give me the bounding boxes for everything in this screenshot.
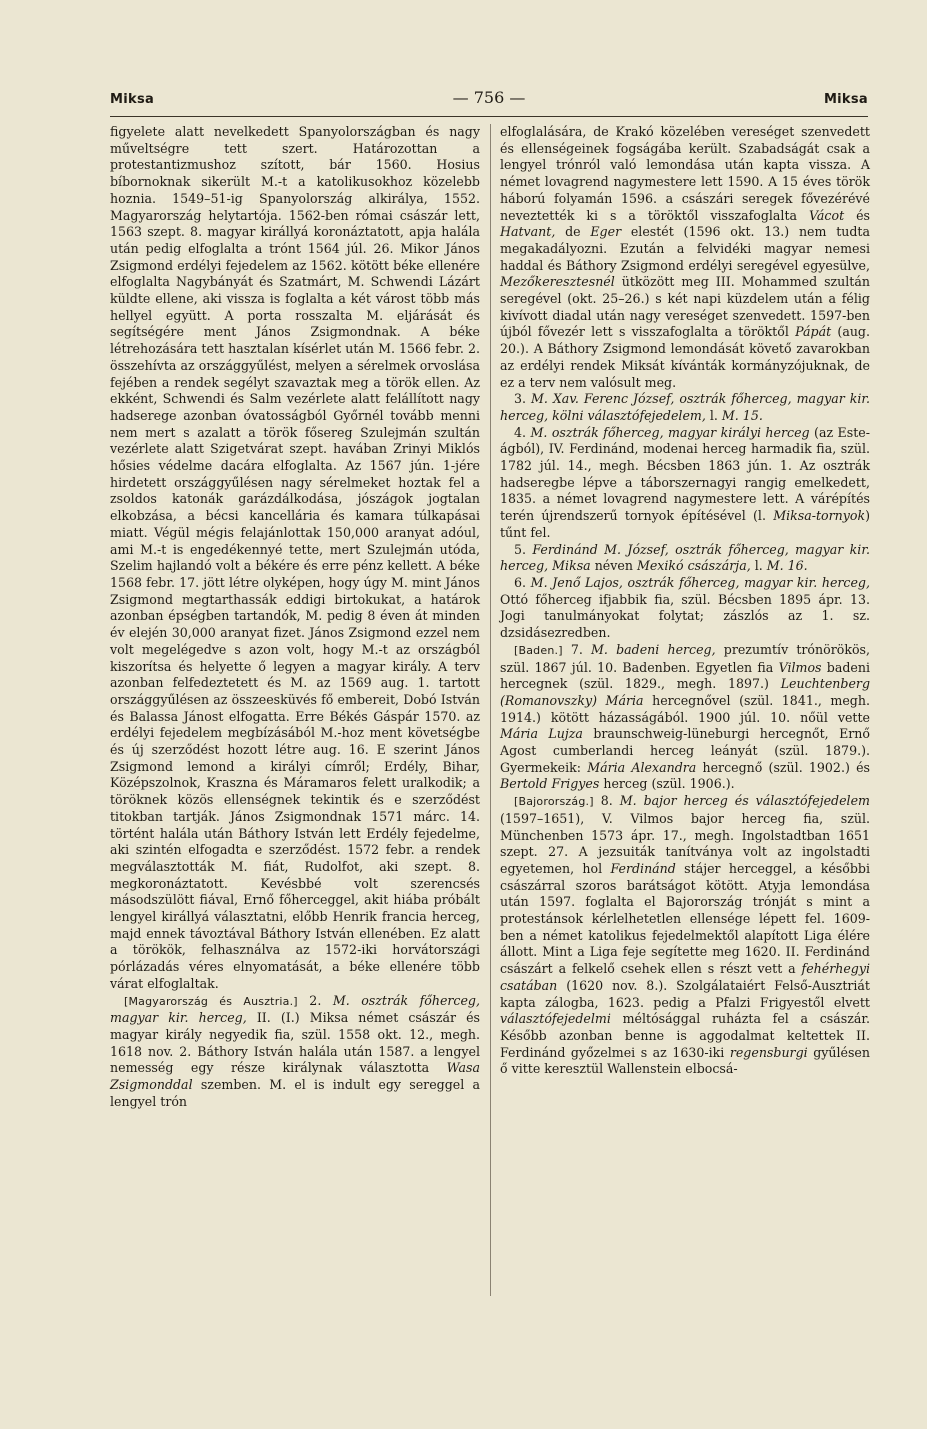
entry-title: M. osztrák főherceg, magyar királyi herceg (530, 424, 810, 440)
column-divider (490, 124, 491, 1296)
entry-5: 5. Ferdinánd M. József, osztrák főherceg, magyar kir. herceg, Miksa néven Mexikó császárja, l. M. 16. (500, 541, 870, 574)
entry-title: M. bajor herceg és választófejedelem (619, 793, 870, 809)
entry-2-continuation: elfoglalására, de Krakó közelében vereséget szenvedett és ellenségeinek fogságába került. Szabadságát csak a lengyel trónról való lemondása után kapta vissza. A német lovagrend nagymestere lett 1590. A 15 éves török háború folyamán 1596. a császári seregek fővezérévé neveztették ki s a töröktől visszafoglalta Vácot és Hatvant, de Eger elestét (1596 okt. 13.) nem tudta megakadályozni. Ezután a felvidéki magyar nemesi haddal és Báthory Zsigmond erdélyi seregével egyesülve, Mezőkeresztesnél ütközött meg III. Mohammed szultán seregével (okt. 25–26.) s két napi küzdelem után a félig kivívott diadal után nagy vereséget szenvedett. 1597-ben újból fővezér lett s visszafoglalta a töröktől Pápát (aug. 20.). A Báthory Zsigmond lemondását követő zavarokban az erdélyi rendek Miksát kívánták kormányzójuknak, de ez a terv nem valósult meg. (500, 124, 870, 390)
entry-title: M. Jenő Lajos, osztrák főherceg, magyar kir. herceg, (530, 574, 870, 590)
entry-6: 6. M. Jenő Lajos, osztrák főherceg, magyar kir. herceg, Ottó főherceg ifjabbik fia, szül. Bécsben 1895 ápr. 13. Jogi tanulmányokat folytat; zászlós az 1. sz. dzsidásezredben. (500, 574, 870, 641)
entry-title: M. badeni herceg, (591, 641, 716, 657)
running-header (110, 88, 868, 114)
entry-3: 3. M. Xav. Ferenc József, osztrák főherceg, magyar kir. herceg, kölni választófejedelem, l. M. 15. (500, 391, 870, 423)
header-left-keyword: Miksa (110, 92, 155, 107)
section-label: [Magyarország és Ausztria.] (124, 994, 298, 1008)
header-right-keyword: Miksa (823, 92, 868, 107)
section-label: [Bajorország.] (514, 795, 594, 809)
entry-7: [Baden.] 7. M. badeni herceg, prezumtív trónörökös, szül. 1867 júl. 10. Badenben. Egyetlen fia Vilmos badeni hercegnek (szül. 1829., megh. 1897.) Leuchtenberg (Romanovszky) Mária hercegnővel (szül. 1841., megh. 1914.) kötött házasságából. 1900 júl. 10. nőül vette Mária Lujza braunschweig-lüneburgi hercegnőt, Ernő Agost cumberlandi herceg leányát (szül. 1879.). Gyermekeik: Mária Alexandra hercegnő (szül. 1902.) és Bertold Frigyes herceg (szül. 1906.). (500, 641, 870, 792)
page-number: — 756 — (452, 88, 526, 107)
entry-2: [Magyarország és Ausztria.] 2. M. osztrák főherceg, magyar kir. herceg, II. (I.) Miksa német császár és magyar király negyedik fia, szül. 1558 okt. 12., megh. 1618 nov. 2. Báthory István halála után 1587. a lengyel nemesség egy része királynak választotta Wasa Zsigmonddal szemben. M. el is indult egy sereggel a lengyel trón (110, 992, 481, 1109)
section-label: [Baden.] (514, 643, 563, 657)
entry-title: Ferdinánd M. József, osztrák főherceg, magyar kir. herceg, (500, 541, 870, 574)
header-rule (110, 116, 868, 117)
right-column (500, 124, 870, 1078)
entry-8: [Bajorország.] 8. M. bajor herceg és választófejedelem (1597–1651), V. Vilmos bajor herceg fia, szül. Münchenben 1573 ápr. 17., megh. Ingolstadtban 1651 szept. 27. A jezsuiták tanítványa volt az ingolstadti egyetemen, hol Ferdinánd stájer herceggel, a későbbi császárral szoros barátságot kötött. Atyja lemondása után 1597. foglalta el Bajorország trónját s mint a protestánsok kérlelhetetlen ellensége lépett fel. 1609-ben a német katolikus fejedelmektől alapított Liga élére állott. Mint a Liga feje segítette meg 1620. II. Ferdinánd császárt a felkelő csehek ellen s részt vett a fehérhegyi csatában (1620 nov. 8.). Szolgálataiért Felső-Ausztriát kapta zálogba, 1623. pedig a Pfalzi Frigyestől elvett választófejedelmi méltósággal ruházta fel a császár. Később azonban benne is aggodalmat keltettek II. Ferdinánd győzelmei s az 1630-iki regensburgi gyűlésen ő vitte keresztül Wallenstein elbocsá- (500, 793, 870, 1077)
left-column (110, 124, 480, 1110)
entry-title: M. osztrák főherceg, magyar kir. herceg, (110, 992, 480, 1026)
entry-4: 4. M. osztrák főherceg, magyar királyi herceg (az Este-ágból), IV. Ferdinánd, modenai herceg harmadik fia, szül. 1782 júl. 14., megh. Bécsben 1863 jún. 1. Az osztrák hadseregbe lépve a táborszernagyi rangig emelkedett, 1835. a német lovagrend nagymestere lett. A várépítés terén újrendszerű tornyok építésével (l. Miksa-tornyok) tűnt fel. (500, 424, 870, 540)
entry-title: M. Xav. Ferenc József, osztrák főherceg, magyar kir. herceg, kölni választófejedelem, (500, 391, 870, 423)
entry-1-continuation: figyelete alatt nevelkedett Spanyolországban és nagy műveltségre tett szert. Határozottan a protestantizmushoz szított, bár 1560. Hosius bíbornoknak sikerült M.-t a katolikusokhoz közelebb hoznia. 1549–51-ig Spanyolország alkirálya, 1552. Magyarország helytartója. 1562-ben római császár lett, 1563 szept. 8. magyar királlyá koronáztatott, apja halála után pedig elfoglalta a trónt 1564 júl. 26. Mikor János Zsigmond erdélyi fejedelem az 1562. kötött béke ellenére elfoglalta Nagybányát és Szatmárt, M. Schwendi Lázárt küldte ellene, aki vissza is foglalta a két várost több más hellyel együtt. A porta rosszalta M. eljárását és segítségére ment János Zsigmondnak. A béke létrehozására tett hasztalan kísérlet után M. 1566 febr. 2. összehívta az országgyűlést, melyen a sérelmek orvoslása fejében a rendek segélyt szavaztak meg a török ellen. Az ekként, Schwendi és Salm vezérlete alatt felállított nagy hadserege azonban óvatosságból Győrnél tovább menni nem mert s azalatt a török fősereg Szulejmán szultán vezérlete alatt Szigetvárat szept. havában Zrinyi Miklós hősies védelme dacára elfoglalta. Az 1567 jún. 1-jére hirdetett országgyűlésen nagy sérelmeket hoztak fel a zsoldos katonák garázdálkodása, jószágok jogtalan elkobzása, a bécsi kancellária és kamara túlkapásai miatt. Végül mégis felajánlottak 150,000 aranyat adóul, ami M.-t is engedékennyé tette, mert Szulejmán utóda, Szelim hajlandó volt a békére és erre pénz kellett. A béke 1568 febr. 17. jött létre olyképen, hogy úgy M. mint János Zsigmond megtarthassák eddigi birtokukat, a határok azonban épségben tartandók, M. pedig 8 éven át minden év elején 30,000 aranyat fizet. János Zsigmond ezzel nem volt megelégedve s azon volt, hogy M.-t az országból kiszorítsa és helyette ő legyen a magyar király. A terv azonban felfedeztetett és M. az 1569 aug. 1. tartott országgyűlésen az összeesküvés fő embereit, Dobó István és Balassa Jánost elfogatta. Erre Békés Gáspár 1570. az erdélyi fejedelem megbízásából M.-hoz ment követségbe és új szerződést hozott létre aug. 16. E szerint János Zsigmond lemond a királyi címről; Erdély, Bihar, Középszolnok, Kraszna és Máramaros felett uralkodik; a töröknek közös ellenségnek tekintik és e szerződést titokban tartják. János Zsigmondnak 1571 márc. 14. történt halála után Báthory István lett Erdély fejedelme, aki szintén elfogadta e szerződést. 1572 febr. a rendek megválasztották M. fiát, Rudolfot, aki szept. 8. megkoronáztatott. Kevésbbé volt szerencsés másodszülött fiával, Ernő főherceggel, akit hiába próbált lengyel királlyá választatni, előbb Henrik francia herceg, majd ennek távoztával Báthory István ellenében. Ez alatt a törökök, felhasználva az 1572-iki horvátországi pórlázadás véres elnyomatását, a béke ellenére több várat elfoglaltak. (110, 124, 480, 991)
